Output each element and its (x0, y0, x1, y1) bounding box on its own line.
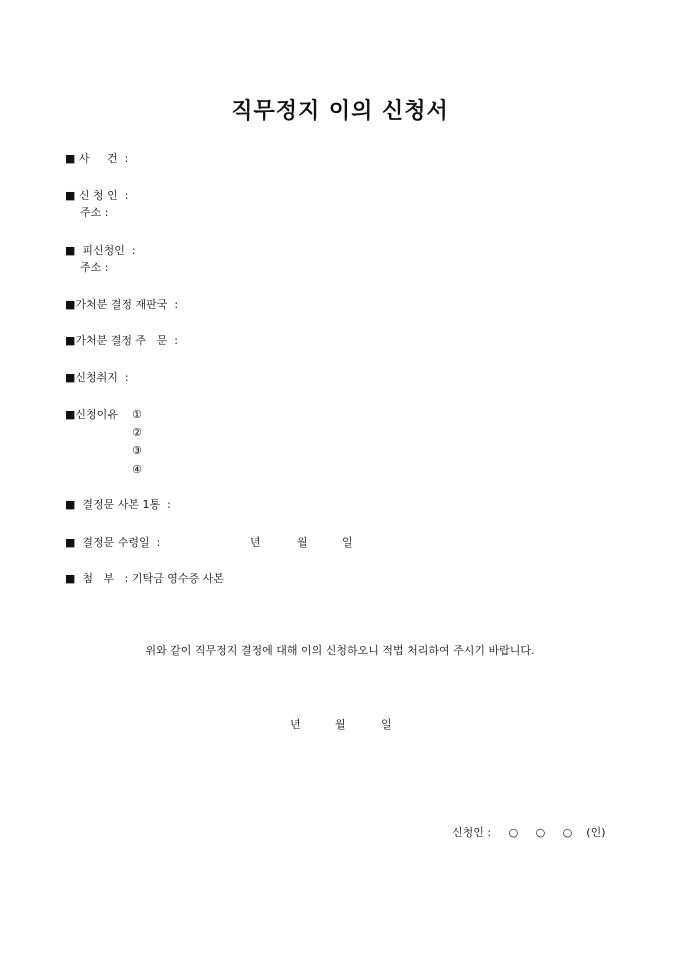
field-applicant-address: 주소 : (80, 206, 109, 219)
receipt-date-day: 일 (342, 536, 353, 549)
field-applicant: ■ 신 청 인 : (65, 189, 129, 202)
body-text: 위와 같이 직무정지 결정에 대해 이의 신청하오니 적법 처리하여 주시기 바랍니다. (145, 644, 535, 657)
date-year: 년 (290, 718, 301, 731)
field-respondent: ■ 피신청인 : (65, 244, 136, 257)
signature-line: 신청인 : ○ ○ ○ (인) (452, 826, 606, 839)
reason-item-1: ① (132, 408, 142, 421)
date-month: 월 (335, 718, 346, 731)
field-case: ■ 사 건 : (65, 152, 129, 165)
date-day: 일 (381, 718, 392, 731)
document-title: 직무정지 이의 신청서 (231, 99, 449, 124)
field-order: ■가처분 결정 주 문 : (65, 334, 178, 347)
field-purpose: ■신청취지 : (65, 371, 129, 384)
receipt-date-month: 월 (297, 536, 308, 549)
reason-item-2: ② (132, 426, 142, 439)
field-respondent-address: 주소 : (80, 261, 109, 274)
field-attachment: ■ 첨 부 : 기탁금 영수증 사본 (65, 572, 224, 585)
field-decision-copy: ■ 결정문 사본 1통 : (65, 498, 171, 511)
receipt-date-year: 년 (250, 536, 261, 549)
reason-item-3: ③ (132, 444, 142, 457)
field-reason-label: ■신청이유 (65, 408, 118, 421)
reason-item-4: ④ (132, 463, 142, 476)
field-receipt-date-label: ■ 결정문 수령일 : (65, 536, 161, 549)
field-court: ■가처분 결정 재판국 : (65, 298, 179, 311)
